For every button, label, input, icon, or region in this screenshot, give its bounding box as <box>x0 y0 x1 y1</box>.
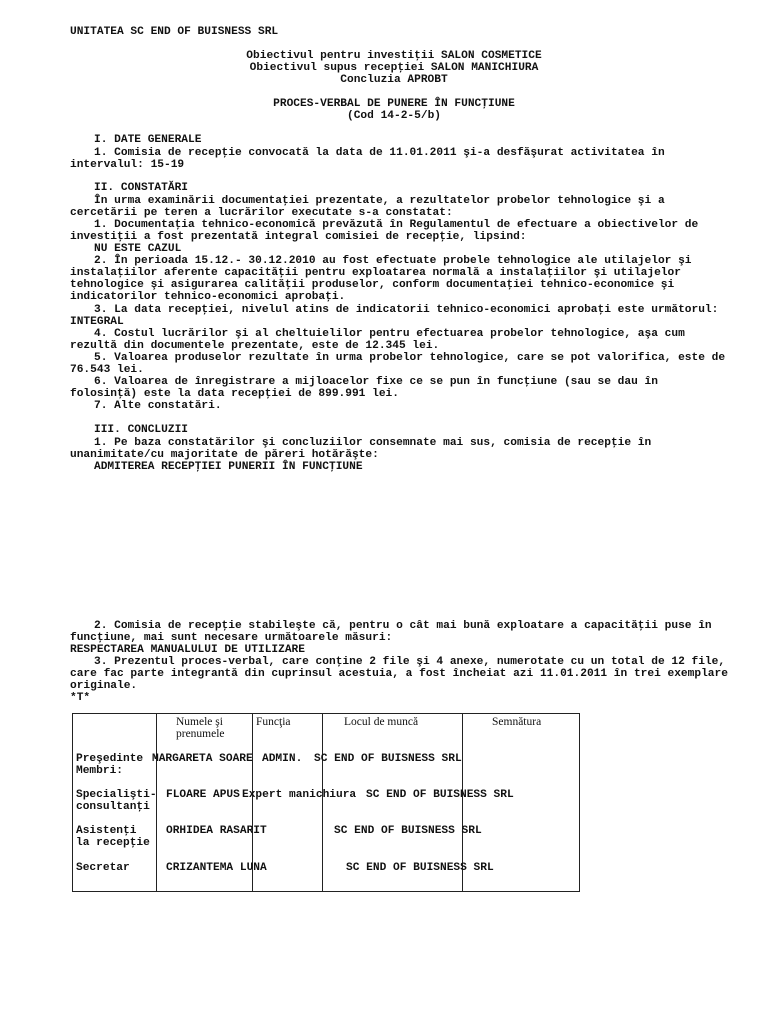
commission-table <box>72 713 580 893</box>
section-2-line: instalaţiilor aferente capacităţii pentru exploatarea normală a instalaţiilor şi utilajelor <box>70 267 681 279</box>
header-function: Funcţia <box>256 716 291 728</box>
section-3-line: *T* <box>70 692 91 704</box>
section-1-title: I. DATE GENERALE <box>94 134 202 146</box>
section-2-line: folosinţă) este la data recepţiei de 899.991 lei. <box>70 388 399 400</box>
conclusion-line: Concluzia APROBT <box>340 74 448 86</box>
section-2-title: II. CONSTATĂRI <box>94 182 188 194</box>
header-name: Numele şi prenumele <box>176 716 225 740</box>
section-2-line: cercetării pe teren a lucrărilor executate s-a constatat: <box>70 207 453 219</box>
row-role: Specialişti- consultanţi <box>76 789 157 813</box>
section-2-line: În urma examinării documentaţiei prezentate, a rezultatelor probelor tehnologice şi a <box>94 195 665 207</box>
section-2-line: 5. Valoarea produselor rezultate în urma probelor tehnologice, care se pot valorifica, este de <box>94 352 726 364</box>
objective-investment: Obiectivul pentru investiţii SALON COSMETICE <box>246 50 542 62</box>
section-3-line: care fac parte integrantă din cuprinsul acestuia, a fost încheiat azi 11.01.2011 în trei exemplare <box>70 668 728 680</box>
row-function: Expert manichiura <box>242 789 357 801</box>
section-2-line: 7. Alte constatări. <box>94 400 222 412</box>
section-2-line: 3. La data recepţiei, nivelul atins de indicatorii tehnico-economici aprobaţi este următorul: <box>94 304 719 316</box>
section-3-line: 3. Prezentul proces-verbal, care conţine 2 file şi 4 anexe, numerotate cu un total de 12 file, <box>94 656 726 668</box>
section-3-line: originale. <box>70 680 138 692</box>
row-name: MARGARETA SOARE <box>152 753 253 765</box>
section-1-line: 1. Comisia de recepţie convocată la data de 11.01.2011 şi-a desfăşurat activitatea în <box>94 147 665 159</box>
section-2-line: rezultă din documentele prezentate, este de 12.345 lei. <box>70 340 440 352</box>
document-code: (Cod 14-2-5/b) <box>347 110 441 122</box>
section-3-line: 1. Pe baza constatărilor şi concluziilor consemnate mai sus, comisia de recepţie în <box>94 437 652 449</box>
objective-reception: Obiectivul supus recepţiei SALON MANICHIURA <box>249 62 539 74</box>
row-role: Asistenţi la recepţie <box>76 825 150 849</box>
section-3-line: unanimitate/cu majoritate de păreri hotărăşte: <box>70 449 379 461</box>
row-workplace: SC END OF BUISNESS SRL <box>334 825 482 837</box>
section-3-line: ADMITEREA RECEPŢIEI PUNERII ÎN FUNCŢIUNE <box>94 461 363 473</box>
row-name: CRIZANTEMA LUNA <box>166 862 267 874</box>
row-workplace: SC END OF BUISNESS SRL <box>366 789 514 801</box>
unit-name: UNITATEA SC END OF BUISNESS SRL <box>70 26 279 38</box>
row-workplace: SC END OF BUISNESS SRL <box>346 862 494 874</box>
section-2-line: 2. În perioada 15.12.- 30.12.2010 au fost efectuate probele tehnologice ale utilajelor şi <box>94 255 692 267</box>
row-name: ORHIDEA RASARIT <box>166 825 267 837</box>
section-2-line: 1. Documentaţia tehnico-economică prevăzută în Regulamentul de efectuare a obiectivelor de <box>94 219 699 231</box>
section-3-line: RESPECTAREA MANUALULUI DE UTILIZARE <box>70 644 305 656</box>
section-2-line: tehnologice şi asigurarea calităţii produselor, conform documentaţiei tehnico-economice şi <box>70 279 675 291</box>
row-function: ADMIN. <box>262 753 303 765</box>
section-3-line: funcţiune, mai sunt necesare următoarele măsuri: <box>70 632 393 644</box>
section-2-line: investiţii a fost prezentată integral comisiei de recepţie, lipsind: <box>70 231 527 243</box>
section-2-line: 4. Costul lucrărilor şi al cheltuielilor pentru efectuarea probelor tehnologice, aşa cum <box>94 328 685 340</box>
section-2-line: 6. Valoarea de înregistrare a mijloacelor fixe ce se pun în funcţiune (sau se dau în <box>94 376 658 388</box>
section-2-line: NU ESTE CAZUL <box>94 243 182 255</box>
row-role: Preşedinte Membri: <box>76 753 144 777</box>
section-2-line: INTEGRAL <box>70 316 124 328</box>
section-2-line: 76.543 lei. <box>70 364 144 376</box>
section-3-line: 2. Comisia de recepţie stabileşte că, pentru o cât mai bună exploatare a capacităţii puse în <box>94 620 712 632</box>
row-name: FLOARE APUS <box>166 789 240 801</box>
section-1-line: intervalul: 15-19 <box>70 159 185 171</box>
section-2-line: indicatorilor tehnico-economici aprobaţi. <box>70 291 346 303</box>
row-role: Secretar <box>76 862 130 874</box>
document-title: PROCES-VERBAL DE PUNERE ÎN FUNCŢIUNE <box>273 98 515 110</box>
header-workplace: Locul de muncă <box>344 716 419 728</box>
header-signature: Semnătura <box>492 716 542 728</box>
section-3-title: III. CONCLUZII <box>94 424 188 436</box>
row-workplace: SC END OF BUISNESS SRL <box>314 753 462 765</box>
